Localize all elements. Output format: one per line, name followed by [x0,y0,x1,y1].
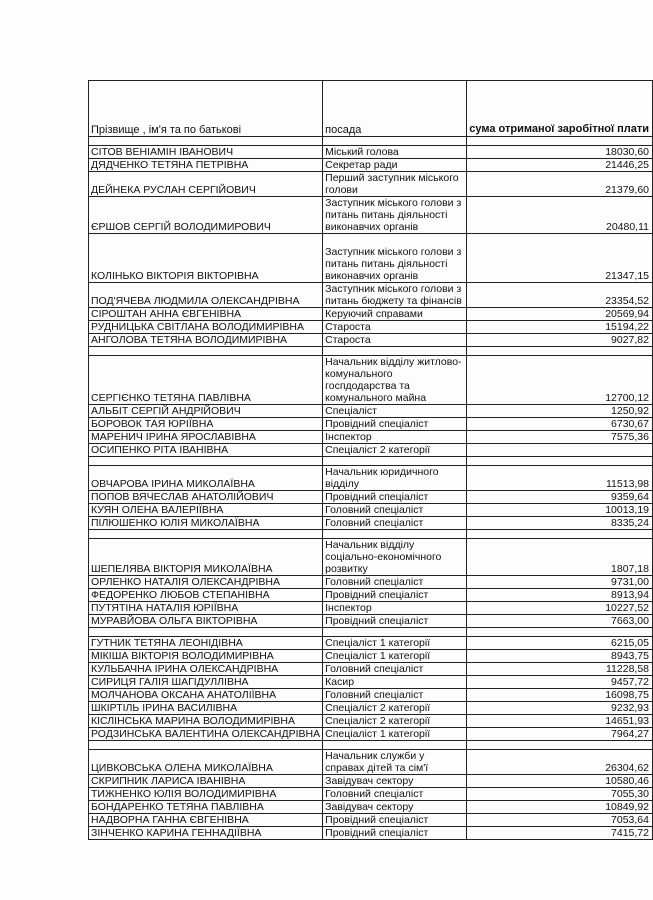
position-cell: Інспектор [323,602,467,615]
salary-cell: 21446,25 [467,159,653,172]
position-cell: Перший заступник міського голови [323,172,467,197]
position-cell: Керуючий справами [323,308,467,321]
name-cell: МІКІША ВІКТОРІЯ ВОЛОДИМИРІВНА [89,650,323,663]
table-row [89,702,653,715]
name-cell: ЄРШОВ СЕРГІЙ ВОЛОДИМИРОВИЧ [89,197,323,234]
spacer-cell [89,137,323,146]
name-cell: АНГОЛОВА ТЕТЯНА ВОЛОДИМИРІВНА [89,334,323,347]
salary-cell: 7663,00 [467,615,653,628]
position-cell: Головний спеціаліст [323,576,467,589]
name-cell: ПОПОВ ВЯЧЕСЛАВ АНАТОЛІЙОВИЧ [89,491,323,504]
salary-cell: 1807,18 [467,539,653,576]
table-row [89,750,653,775]
salary-cell: 21347,15 [467,234,653,283]
position-cell: Провідний спеціаліст [323,491,467,504]
table-row [89,159,653,172]
name-cell: ЗІНЧЕНКО КАРИНА ГЕННАДІЇВНА [89,827,323,840]
table-row [89,431,653,444]
spacer-row [89,628,653,637]
name-cell: МУРАВЙОВА ОЛЬГА ВІКТОРІВНА [89,615,323,628]
salary-cell: 6730,67 [467,418,653,431]
position-cell: Касир [323,676,467,689]
name-cell: ОВЧАРОВА ІРИНА МИКОЛАЇВНА [89,466,323,491]
table-row [89,801,653,814]
table-row [89,517,653,530]
spacer-cell [89,741,323,750]
position-cell: Головний спеціаліст [323,517,467,530]
position-cell: Провідний спеціаліст [323,814,467,827]
spacer-cell [89,347,323,356]
spacer-cell [323,137,467,146]
salary-cell: 26304,62 [467,750,653,775]
position-cell: Провідний спеціаліст [323,589,467,602]
table-row [89,466,653,491]
salary-cell: 9457,72 [467,676,653,689]
spacer-cell [323,628,467,637]
spacer-row [89,137,653,146]
name-cell: ШКІРТІЛЬ ІРИНА ВАСИЛІВНА [89,702,323,715]
name-cell: СКРИПНИК ЛАРИСА ІВАНІВНА [89,775,323,788]
position-cell: Головний спеціаліст [323,788,467,801]
spacer-cell [323,457,467,466]
salary-cell: 20569,94 [467,308,653,321]
salary-cell: 6215,05 [467,637,653,650]
salary-cell: 7575,36 [467,431,653,444]
header-salary: сума отриманої заробітної плати [467,81,653,137]
position-cell: Начальник служби у справах дітей та сім'ї [323,750,467,775]
salary-cell: 7053,64 [467,814,653,827]
table-row [89,663,653,676]
position-cell: Спеціаліст 1 категорії [323,650,467,663]
spacer-cell [467,137,653,146]
table-row [89,637,653,650]
table-row [89,172,653,197]
table-row [89,650,653,663]
salary-cell: 7964,27 [467,728,653,741]
table-row [89,576,653,589]
salary-cell: 21379,60 [467,172,653,197]
name-cell: ПУТЯТІНА НАТАЛІЯ ЮРІЇВНА [89,602,323,615]
salary-cell: 8913,94 [467,589,653,602]
spacer-cell [89,530,323,539]
table-body [89,81,653,840]
salary-cell [467,444,653,457]
spacer-cell [467,628,653,637]
position-cell: Спеціаліст 1 категорії [323,728,467,741]
position-cell: Начальник відділу житлово-комунального госпдодарства та комунального майна [323,356,467,405]
table-row [89,283,653,308]
table-row [89,689,653,702]
salary-cell: 10849,92 [467,801,653,814]
spacer-cell [467,530,653,539]
table-row [89,676,653,689]
salary-cell: 23354,52 [467,283,653,308]
name-cell: СІТОВ ВЕНІАМІН ІВАНОВИЧ [89,146,323,159]
salary-cell: 8943,75 [467,650,653,663]
name-cell: РУДНИЦЬКА СВІТЛАНА ВОЛОДИМИРІВНА [89,321,323,334]
spacer-row [89,530,653,539]
position-cell: Провідний спеціаліст [323,418,467,431]
position-cell: Міський голова [323,146,467,159]
position-cell: Спеціаліст 1 категорії [323,637,467,650]
table-row [89,827,653,840]
name-cell: ГУТНИК ТЕТЯНА ЛЕОНІДІВНА [89,637,323,650]
salary-cell: 10227,52 [467,602,653,615]
salary-cell: 9359,64 [467,491,653,504]
salary-cell: 8335,24 [467,517,653,530]
table-row [89,146,653,159]
name-cell: МАРЕНИЧ ІРИНА ЯРОСЛАВІВНА [89,431,323,444]
table-row [89,321,653,334]
table-row [89,444,653,457]
table-row [89,788,653,801]
salary-table [88,80,653,840]
table-row [89,197,653,234]
spacer-cell [467,347,653,356]
name-cell: БОНДАРЕНКО ТЕТЯНА ПАВЛІВНА [89,801,323,814]
salary-cell: 12700,12 [467,356,653,405]
spacer-row [89,741,653,750]
position-cell: Провідний спеціаліст [323,827,467,840]
salary-cell: 7055,30 [467,788,653,801]
position-cell: Головний спеціаліст [323,663,467,676]
salary-cell: 11513,98 [467,466,653,491]
name-cell: КУЯН ОЛЕНА ВАЛЕРІЇВНА [89,504,323,517]
table-row [89,308,653,321]
name-cell: РОДЗИНСЬКА ВАЛЕНТИНА ОЛЕКСАНДРІВНА [89,728,323,741]
table-row [89,615,653,628]
table-row [89,405,653,418]
name-cell: ШЕПЕЛЯВА ВІКТОРІЯ МИКОЛАЇВНА [89,539,323,576]
table-row [89,491,653,504]
name-cell: ПОД'ЯЧЕВА ЛЮДМИЛА ОЛЕКСАНДРІВНА [89,283,323,308]
name-cell: СІРОШТАН АННА ЄВГЕНІВНА [89,308,323,321]
table-row [89,418,653,431]
name-cell: ДЕЙНЕКА РУСЛАН СЕРГІЙОВИЧ [89,172,323,197]
salary-cell: 18030,60 [467,146,653,159]
name-cell: МОЛЧАНОВА ОКСАНА АНАТОЛІЇВНА [89,689,323,702]
spacer-cell [89,628,323,637]
spacer-cell [89,457,323,466]
name-cell: СИРИЦЯ ГАЛІЯ ШАГІДУЛЛІВНА [89,676,323,689]
table-row [89,715,653,728]
position-cell: Спеціаліст 2 категорії [323,444,467,457]
position-cell: Завідувач сектору [323,775,467,788]
position-cell: Головний спеціаліст [323,689,467,702]
position-cell: Заступник міського голови з питань питань діяльності виконавчих органів [323,234,467,283]
position-cell: Заступник міського голови з питань питань діяльності виконавчих органів [323,197,467,234]
name-cell: КІСЛІНСЬКА МАРИНА ВОЛОДИМИРІВНА [89,715,323,728]
name-cell: ОРЛЕНКО НАТАЛІЯ ОЛЕКСАНДРІВНА [89,576,323,589]
spacer-cell [467,457,653,466]
name-cell: ПІЛЮШЕНКО ЮЛІЯ МИКОЛАЇВНА [89,517,323,530]
name-cell: КОЛІНЬКО ВІКТОРІЯ ВІКТОРІВНА [89,234,323,283]
salary-cell: 11228,58 [467,663,653,676]
table-row [89,504,653,517]
position-cell: Староста [323,334,467,347]
name-cell: АЛЬБІТ СЕРГІЙ АНДРІЙОВИЧ [89,405,323,418]
spacer-cell [323,741,467,750]
spacer-row [89,347,653,356]
position-cell: Староста [323,321,467,334]
salary-cell: 10013,19 [467,504,653,517]
salary-cell: 10580,46 [467,775,653,788]
table-row [89,814,653,827]
name-cell: БОРОВОК ТАЯ ЮРІЇВНА [89,418,323,431]
name-cell: ДЯДЧЕНКО ТЕТЯНА ПЕТРІВНА [89,159,323,172]
position-cell: Начальник юридичного відділу [323,466,467,491]
salary-cell: 9232,93 [467,702,653,715]
spacer-cell [467,741,653,750]
salary-cell: 9731,00 [467,576,653,589]
salary-cell: 1250,92 [467,405,653,418]
salary-cell: 16098,75 [467,689,653,702]
spacer-row [89,457,653,466]
table-row [89,728,653,741]
name-cell: СЕРГІЄНКО ТЕТЯНА ПАВЛІВНА [89,356,323,405]
header-position: посада [323,81,467,137]
table-header-row [89,81,653,137]
table-row [89,539,653,576]
position-cell: Провідний спеціаліст [323,615,467,628]
salary-cell: 9027,82 [467,334,653,347]
spacer-cell [323,530,467,539]
table-row [89,356,653,405]
position-cell: Інспектор [323,431,467,444]
position-cell: Завідувач сектору [323,801,467,814]
salary-cell: 20480,11 [467,197,653,234]
salary-cell: 15194,22 [467,321,653,334]
header-name: Прізвище , ім'я та по батькові [89,81,323,137]
name-cell: НАДВОРНА ГАННА ЄВГЕНІВНА [89,814,323,827]
table-row [89,602,653,615]
position-cell: Начальник відділу соціально-економічного розвитку [323,539,467,576]
position-cell: Спеціаліст [323,405,467,418]
table-row [89,334,653,347]
position-cell: Секретар ради [323,159,467,172]
name-cell: ОСИПЕНКО РІТА ІВАНІВНА [89,444,323,457]
name-cell: КУЛЬБАЧНА ІРИНА ОЛЕКСАНДРІВНА [89,663,323,676]
salary-cell: 7415,72 [467,827,653,840]
position-cell: Заступник міського голови з питань бюджету та фінансів [323,283,467,308]
position-cell: Головний спеціаліст [323,504,467,517]
table-row [89,775,653,788]
spacer-cell [323,347,467,356]
name-cell: ФЕДОРЕНКО ЛЮБОВ СТЕПАНІВНА [89,589,323,602]
table-row [89,589,653,602]
position-cell: Спеціаліст 2 категорії [323,715,467,728]
salary-cell: 14651,93 [467,715,653,728]
table-row [89,234,653,283]
name-cell: ЦИВКОВСЬКА ОЛЕНА МИКОЛАЇВНА [89,750,323,775]
position-cell: Спеціаліст 2 категорії [323,702,467,715]
name-cell: ТИЖНЕНКО ЮЛІЯ ВОЛОДИМИРІВНА [89,788,323,801]
